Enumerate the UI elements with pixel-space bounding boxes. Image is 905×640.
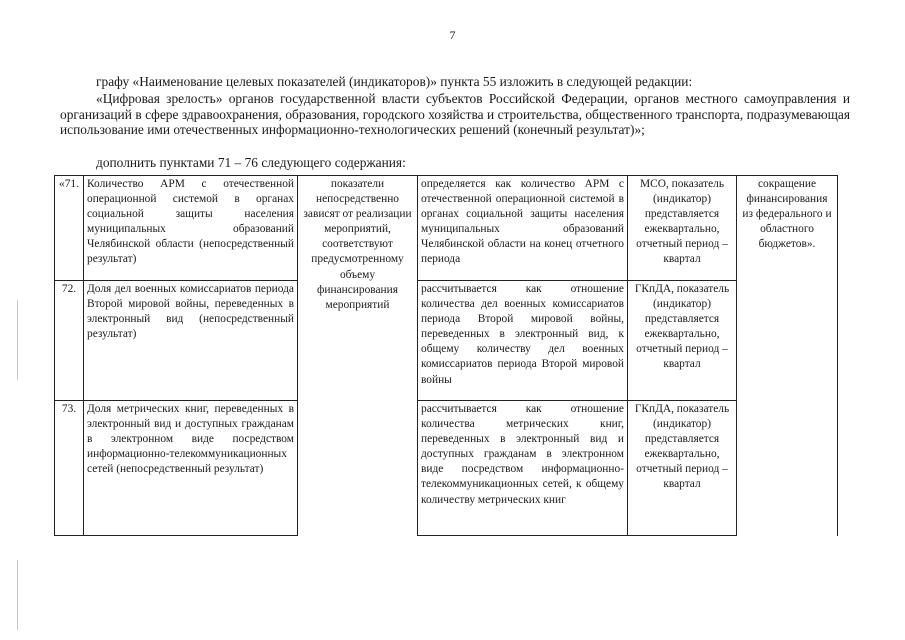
data-source: ГКпДА, показатель (индикатор) представляется ежеквартально, отчетный период – квартал [628,281,737,401]
indicator-name: Количество АРМ с отечественной операционной системой в органах социальной защиты населения муниципальных образований Челябинской области (непосредственный результат) [84,176,298,281]
table-row-72 [55,281,838,401]
row-number: «71. [55,176,84,281]
indicators-table [54,175,838,536]
indicator-name: Доля дел военных комиссариатов периода Второй мировой войны, переведенных в электронный вид (непосредственный результат) [84,281,298,401]
data-source: ГКпДА, показатель (индикатор) представляется ежеквартально, отчетный период – квартал [628,401,737,536]
factor-cell: сокращение финансирования из федерального и областного бюджетов». [737,176,838,536]
intro-line-3: дополнить пунктами 71 – 76 следующего содержания: [96,155,406,170]
intro-line-2: «Цифровая зрелость» органов государственной власти субъектов Российской Федерации, органов местного самоуправления и организаций в сфере здравоохранения, образования, городского хозяйства и строительства, общественного транспорта, подразумевающая использование ими отечественных информационно-технологических решений (конечный результат)»; [60,91,850,138]
calculation-method: определяется как количество АРМ с отечественной операционной системой в органах социальной защиты населения муниципальных образований Челябинской области на конец отчетного периода [418,176,628,281]
row-number: 73. [55,401,84,536]
indicator-name: Доля метрических книг, переведенных в электронный вид и доступных гражданам в электронном виде посредством информационно-телекоммуникационных сетей (непосредственный результат) [84,401,298,536]
calculation-method: рассчитывается как отношение количества метрических книг, переведенных в электронный вид и доступных гражданам в электронном виде посредством информационно-телекоммуникационных сетей, к общему количеству метрических книг [418,401,628,536]
scan-edge-mark-2 [17,560,18,630]
dependency-cell: показатели непосредственно зависят от реализации мероприятий, соответствуют предусмотренному объему финансирования мероприятий [298,176,418,536]
row-number: 72. [55,281,84,401]
scan-edge-mark-1 [17,300,18,380]
table-row-71 [55,176,838,281]
data-source: МСО, показатель (индикатор) представляется ежеквартально, отчетный период – квартал [628,176,737,281]
table-row-73 [55,401,838,536]
page-number: 7 [449,28,456,42]
intro-line-1: графу «Наименование целевых показателей (индикаторов)» пункта 55 изложить в следующей редакции: [96,74,693,89]
calculation-method: рассчитывается как отношение количества дел военных комиссариатов периода Второй мировой войны, переведенных в электронный вид, к общему количеству дел военных комиссариатов периода Второй мировой войны [418,281,628,401]
